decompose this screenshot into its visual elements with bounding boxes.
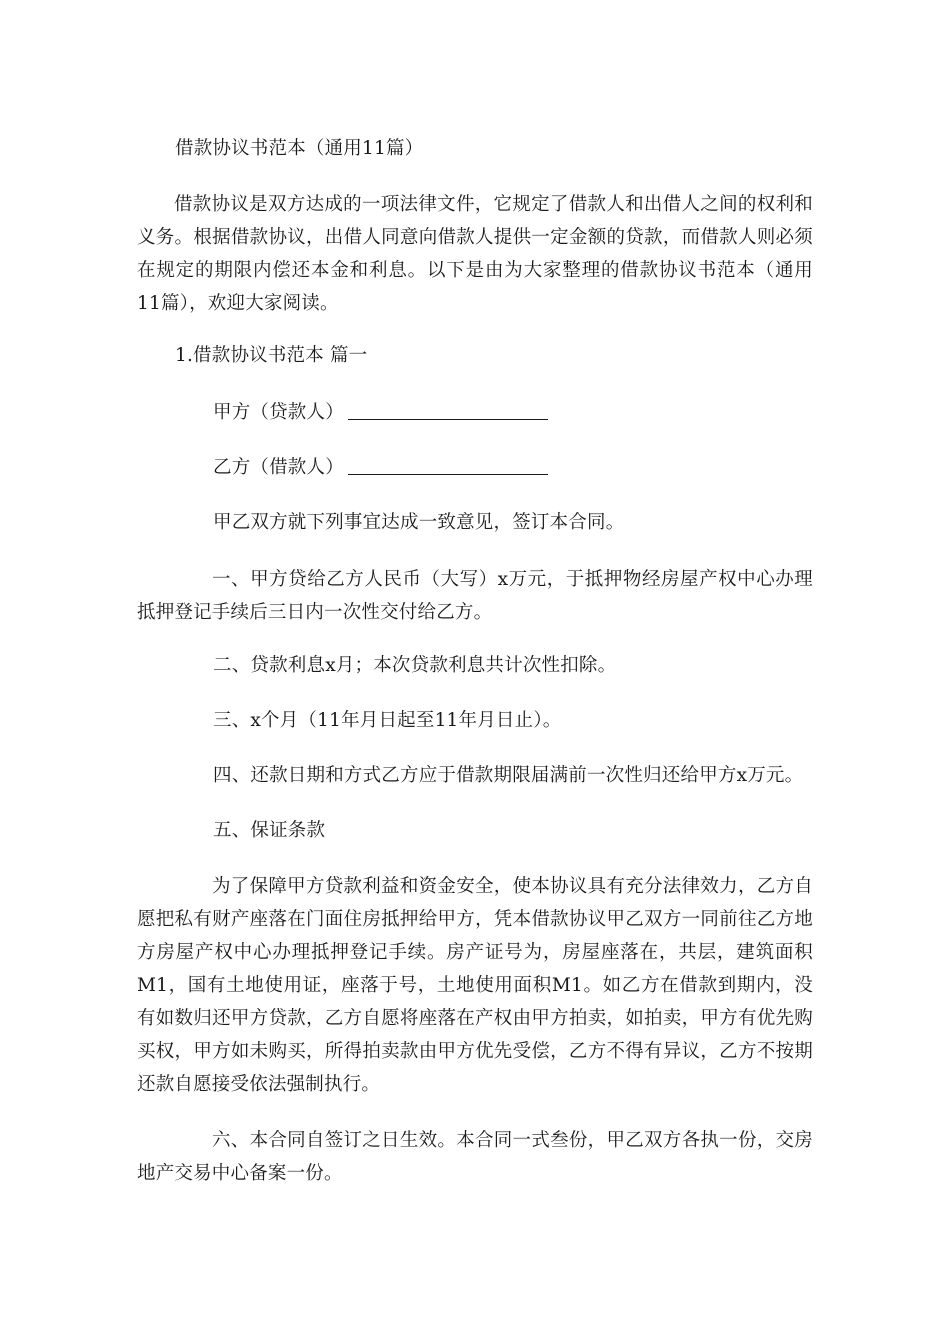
clause-3: 三、x个月（11年月日起至11年月日止）。: [213, 710, 562, 731]
party-a-line: [213, 403, 548, 423]
agreement-line: 甲乙双方就下列事宜达成一致意见，签订本合同。: [213, 512, 625, 533]
clause-2: 二、贷款利息x月；本次贷款利息共计次性扣除。: [213, 655, 617, 676]
party-b-line: [213, 458, 548, 478]
section-heading: 1.借款协议书范本 篇一: [175, 345, 368, 366]
clause-5-heading: 五、保证条款: [213, 820, 326, 841]
party-a-label: 甲方（贷款人）: [213, 402, 344, 423]
intro-paragraph: 借款协议是双方达成的一项法律文件，它规定了借款人和出借人之间的权利和义务。根据借款协议，出借人同意向借款人提供一定金额的贷款，而借款人则必须在规定的期限内偿还本金和利息。以下是由为大家整理的借款协议书范本（通用11篇），欢迎大家阅读。: [137, 194, 813, 314]
clause-1: 一、甲方贷给乙方人民币（大写）x万元，于抵押物经房屋产权中心办理抵押登记手续后三日内一次性交付给乙方。: [137, 569, 813, 623]
party-b-blank: [348, 458, 548, 475]
clause-6: 六、本合同自签订之日生效。本合同一式叁份，甲乙双方各执一份，交房地产交易中心备案一份。: [137, 1130, 813, 1184]
clause-4: 四、还款日期和方式乙方应于借款期限届满前一次性归还给甲方x万元。: [213, 765, 804, 786]
clause-5-body: 为了保障甲方贷款利益和资金安全，使本协议具有充分法律效力，乙方自愿把私有财产座落在门面住房抵押给甲方，凭本借款协议甲乙双方一同前往乙方地方房屋产权中心办理抵押登记手续。房产证号为，房屋座落在，共层，建筑面积M1，国有土地使用证，座落于号，土地使用面积M1。如乙方在借款到期内，没有如数归还甲方贷款，乙方自愿将座落在产权由甲方拍卖，如拍卖，甲方有优先购买权，甲方如未购买，所得拍卖款由甲方优先受偿，乙方不得有异议，乙方不按期还款自愿接受依法强制执行。: [137, 876, 813, 1095]
party-a-blank: [348, 403, 548, 420]
party-b-label: 乙方（借款人）: [213, 457, 344, 478]
document-title: 借款协议书范本（通用11篇）: [175, 138, 424, 159]
